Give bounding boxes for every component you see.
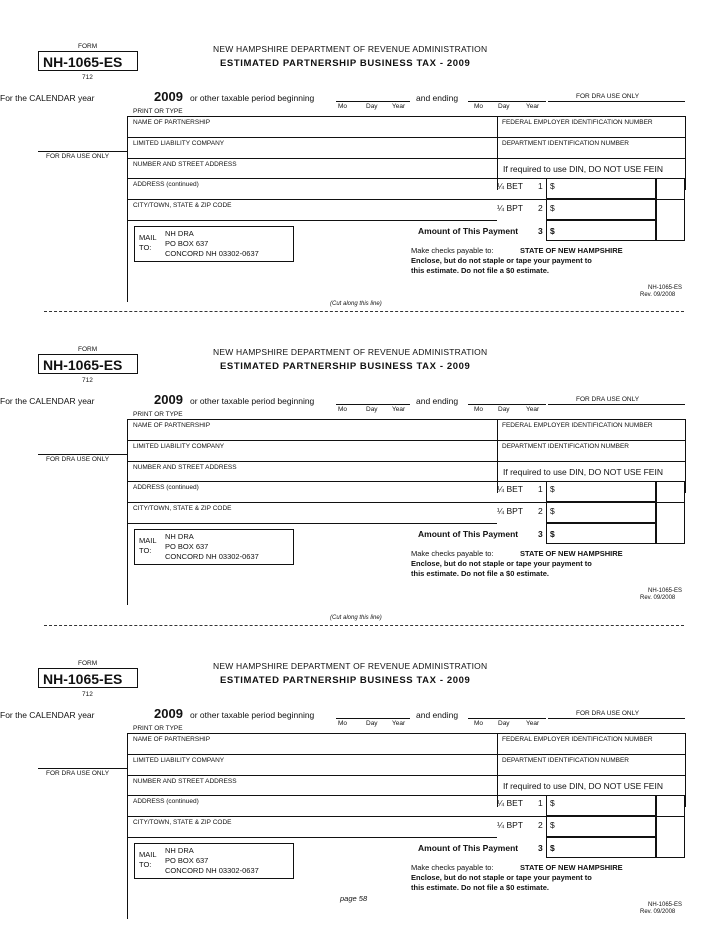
bet-dollar: $ <box>550 181 555 191</box>
form-title: ESTIMATED PARTNERSHIP BUSINESS TAX - 2009 <box>220 58 471 69</box>
begin-day: Day <box>366 406 378 413</box>
street-label: NUMBER AND STREET ADDRESS <box>133 161 237 168</box>
print-or-type: PRINT OR TYPE <box>133 725 183 732</box>
end-date-line[interactable] <box>468 718 546 719</box>
calendar-prefix: For the CALENDAR year <box>0 93 95 103</box>
mail-line-2: PO BOX 637 <box>165 239 209 248</box>
and-ending-label: and ending <box>416 396 459 406</box>
cut-line <box>44 311 684 312</box>
amount-num: 3 <box>538 226 543 236</box>
din-label: DEPARTMENT IDENTIFICATION NUMBER <box>502 443 629 450</box>
din-note: If required to use DIN, DO NOT USE FEIN <box>503 467 663 477</box>
end-day: Day <box>498 720 510 727</box>
mail-to-label: MAIL TO: <box>139 850 157 869</box>
rule <box>127 440 685 441</box>
form-label: FORM <box>78 43 98 50</box>
bpt-dollar: $ <box>550 820 555 830</box>
rule <box>38 768 127 769</box>
amount-num: 3 <box>538 843 543 853</box>
department-name: NEW HAMPSHIRE DEPARTMENT OF REVENUE ADMINISTRATION <box>213 661 488 671</box>
footer-revision: Rev. 09/2008 <box>640 595 676 601</box>
rule <box>127 775 685 776</box>
payable-to-name: STATE OF NEW HAMPSHIRE <box>520 246 623 255</box>
form-code: 712 <box>82 377 93 384</box>
print-or-type: PRINT OR TYPE <box>133 108 183 115</box>
estimate-note: this estimate. Do not file a $0 estimate. <box>411 569 549 578</box>
bpt-amount-field[interactable] <box>546 816 656 837</box>
bet-label: ¼ BET <box>497 181 523 191</box>
form-code: 712 <box>82 74 93 81</box>
end-day: Day <box>498 406 510 413</box>
field-block-rule <box>127 419 128 605</box>
and-ending-label: and ending <box>416 93 459 103</box>
begin-date-line[interactable] <box>336 718 410 719</box>
rule <box>38 151 127 152</box>
bet-dollar: $ <box>550 798 555 808</box>
calendar-prefix: For the CALENDAR year <box>0 710 95 720</box>
rule <box>127 461 685 462</box>
end-date-line[interactable] <box>468 101 546 102</box>
name-of-partnership-label: NAME OF PARTNERSHIP <box>133 422 211 429</box>
cents-column[interactable] <box>656 178 685 241</box>
llc-label: LIMITED LIABILITY COMPANY <box>133 757 225 764</box>
end-year: Year <box>526 103 540 110</box>
calendar-suffix: or other taxable period beginning <box>190 710 315 720</box>
address-cont-label: ADDRESS (continued) <box>133 798 199 805</box>
cut-text: (Cut along this line) <box>330 615 382 621</box>
amount-dollar: $ <box>550 843 555 853</box>
mail-line-1: NH DRA <box>165 229 194 238</box>
cut-line <box>44 625 684 626</box>
mail-line-2: PO BOX 637 <box>165 856 209 865</box>
footer-form-number: NH-1065-ES <box>648 902 683 908</box>
end-day: Day <box>498 103 510 110</box>
form-code: 712 <box>82 691 93 698</box>
amount-label: Amount of This Payment <box>418 226 519 236</box>
dra-use-only-left: FOR DRA USE ONLY <box>46 153 110 160</box>
bpt-label: ¼ BPT <box>497 203 523 213</box>
voucher <box>0 303 728 603</box>
end-year: Year <box>526 406 540 413</box>
rule <box>127 523 497 524</box>
dra-use-only-left: FOR DRA USE ONLY <box>46 770 110 777</box>
end-mo: Mo <box>474 103 484 110</box>
payable-to-name: STATE OF NEW HAMPSHIRE <box>520 549 623 558</box>
dra-use-only-label: FOR DRA USE ONLY <box>576 710 640 717</box>
amount-label: Amount of This Payment <box>418 529 519 539</box>
name-of-partnership-label: NAME OF PARTNERSHIP <box>133 736 211 743</box>
rule <box>38 454 127 455</box>
page-number: page 58 <box>340 894 368 903</box>
begin-mo: Mo <box>338 720 348 727</box>
enclose-note: Enclose, but do not staple or tape your payment to <box>411 559 592 568</box>
bet-num: 1 <box>538 181 543 191</box>
bet-label: ¼ BET <box>497 484 523 494</box>
end-mo: Mo <box>474 406 484 413</box>
begin-year: Year <box>392 103 406 110</box>
begin-mo: Mo <box>338 103 348 110</box>
street-label: NUMBER AND STREET ADDRESS <box>133 464 237 471</box>
mail-to-label: MAIL TO: <box>139 536 157 555</box>
dra-use-only-left: FOR DRA USE ONLY <box>46 456 110 463</box>
amount-label: Amount of This Payment <box>418 843 519 853</box>
amount-num: 3 <box>538 529 543 539</box>
bet-amount-field[interactable] <box>546 795 656 816</box>
calendar-year: 2009 <box>154 89 183 104</box>
cents-column[interactable] <box>656 481 685 544</box>
form-number: NH-1065-ES <box>38 354 138 374</box>
begin-mo: Mo <box>338 406 348 413</box>
cents-column[interactable] <box>656 795 685 858</box>
department-name: NEW HAMPSHIRE DEPARTMENT OF REVENUE ADMINISTRATION <box>213 44 488 54</box>
begin-date-line[interactable] <box>336 404 410 405</box>
form-title: ESTIMATED PARTNERSHIP BUSINESS TAX - 2009 <box>220 675 471 686</box>
calendar-year: 2009 <box>154 392 183 407</box>
voucher <box>0 617 728 917</box>
payment-amount-field[interactable] <box>546 523 656 544</box>
print-or-type: PRINT OR TYPE <box>133 411 183 418</box>
rule <box>127 419 685 420</box>
field-block-rule <box>127 116 128 302</box>
footer-revision: Rev. 09/2008 <box>640 909 676 915</box>
bpt-amount-field[interactable] <box>546 502 656 523</box>
footer-revision: Rev. 09/2008 <box>640 292 676 298</box>
dra-use-only-label: FOR DRA USE ONLY <box>576 93 640 100</box>
bpt-amount-field[interactable] <box>546 199 656 220</box>
city-label: CITY/TOWN, STATE & ZIP CODE <box>133 819 232 826</box>
calendar-suffix: or other taxable period beginning <box>190 396 315 406</box>
form-label: FORM <box>78 346 98 353</box>
bet-amount-field[interactable] <box>546 481 656 502</box>
rule <box>127 733 685 734</box>
address-cont-label: ADDRESS (continued) <box>133 181 199 188</box>
bet-dollar: $ <box>550 484 555 494</box>
rule <box>685 419 686 493</box>
din-label: DEPARTMENT IDENTIFICATION NUMBER <box>502 140 629 147</box>
bpt-num: 2 <box>538 820 543 830</box>
enclose-note: Enclose, but do not staple or tape your payment to <box>411 256 592 265</box>
payment-amount-field[interactable] <box>546 837 656 858</box>
and-ending-label: and ending <box>416 710 459 720</box>
voucher <box>0 0 728 300</box>
bet-label: ¼ BET <box>497 798 523 808</box>
bet-num: 1 <box>538 798 543 808</box>
enclose-note: Enclose, but do not staple or tape your payment to <box>411 873 592 882</box>
bpt-dollar: $ <box>550 203 555 213</box>
street-label: NUMBER AND STREET ADDRESS <box>133 778 237 785</box>
rule <box>685 733 686 807</box>
form-label: FORM <box>78 660 98 667</box>
footer-form-number: NH-1065-ES <box>648 588 683 594</box>
bet-num: 1 <box>538 484 543 494</box>
rule <box>127 220 497 221</box>
city-label: CITY/TOWN, STATE & ZIP CODE <box>133 202 232 209</box>
bpt-dollar: $ <box>550 506 555 516</box>
fein-label: FEDERAL EMPLOYER IDENTIFICATION NUMBER <box>502 119 653 126</box>
footer-form-number: NH-1065-ES <box>648 285 683 291</box>
begin-day: Day <box>366 103 378 110</box>
rule <box>127 137 685 138</box>
rule <box>127 158 685 159</box>
din-note: If required to use DIN, DO NOT USE FEIN <box>503 164 663 174</box>
end-date-line[interactable] <box>468 404 546 405</box>
mail-line-1: NH DRA <box>165 846 194 855</box>
bpt-label: ¼ BPT <box>497 506 523 516</box>
llc-label: LIMITED LIABILITY COMPANY <box>133 443 225 450</box>
form-number: NH-1065-ES <box>38 668 138 688</box>
begin-day: Day <box>366 720 378 727</box>
field-block-rule <box>127 733 128 919</box>
calendar-year: 2009 <box>154 706 183 721</box>
payment-amount-field[interactable] <box>546 220 656 241</box>
bet-amount-field[interactable] <box>546 178 656 199</box>
rule <box>127 837 497 838</box>
name-of-partnership-label: NAME OF PARTNERSHIP <box>133 119 211 126</box>
estimate-note: this estimate. Do not file a $0 estimate. <box>411 883 549 892</box>
payable-to-prefix: Make checks payable to: <box>411 549 494 558</box>
cut-text: (Cut along this line) <box>330 301 382 307</box>
calendar-suffix: or other taxable period beginning <box>190 93 315 103</box>
city-label: CITY/TOWN, STATE & ZIP CODE <box>133 505 232 512</box>
amount-dollar: $ <box>550 529 555 539</box>
payable-to-prefix: Make checks payable to: <box>411 863 494 872</box>
rule <box>685 116 686 190</box>
form-number: NH-1065-ES <box>38 51 138 71</box>
mail-line-2: PO BOX 637 <box>165 542 209 551</box>
end-year: Year <box>526 720 540 727</box>
mail-to-label: MAIL TO: <box>139 233 157 252</box>
din-label: DEPARTMENT IDENTIFICATION NUMBER <box>502 757 629 764</box>
payable-to-prefix: Make checks payable to: <box>411 246 494 255</box>
department-name: NEW HAMPSHIRE DEPARTMENT OF REVENUE ADMINISTRATION <box>213 347 488 357</box>
rule <box>127 754 685 755</box>
begin-year: Year <box>392 720 406 727</box>
llc-label: LIMITED LIABILITY COMPANY <box>133 140 225 147</box>
rule <box>127 116 685 117</box>
form-title: ESTIMATED PARTNERSHIP BUSINESS TAX - 2009 <box>220 361 471 372</box>
mail-line-3: CONCORD NH 03302-0637 <box>165 249 259 258</box>
fein-label: FEDERAL EMPLOYER IDENTIFICATION NUMBER <box>502 422 653 429</box>
end-mo: Mo <box>474 720 484 727</box>
begin-year: Year <box>392 406 406 413</box>
begin-date-line[interactable] <box>336 101 410 102</box>
mail-line-3: CONCORD NH 03302-0637 <box>165 552 259 561</box>
payable-to-name: STATE OF NEW HAMPSHIRE <box>520 863 623 872</box>
dra-use-only-label: FOR DRA USE ONLY <box>576 396 640 403</box>
bpt-num: 2 <box>538 506 543 516</box>
calendar-prefix: For the CALENDAR year <box>0 396 95 406</box>
mail-line-3: CONCORD NH 03302-0637 <box>165 866 259 875</box>
fein-label: FEDERAL EMPLOYER IDENTIFICATION NUMBER <box>502 736 653 743</box>
bpt-label: ¼ BPT <box>497 820 523 830</box>
mail-line-1: NH DRA <box>165 532 194 541</box>
address-cont-label: ADDRESS (continued) <box>133 484 199 491</box>
amount-dollar: $ <box>550 226 555 236</box>
din-note: If required to use DIN, DO NOT USE FEIN <box>503 781 663 791</box>
bpt-num: 2 <box>538 203 543 213</box>
estimate-note: this estimate. Do not file a $0 estimate. <box>411 266 549 275</box>
